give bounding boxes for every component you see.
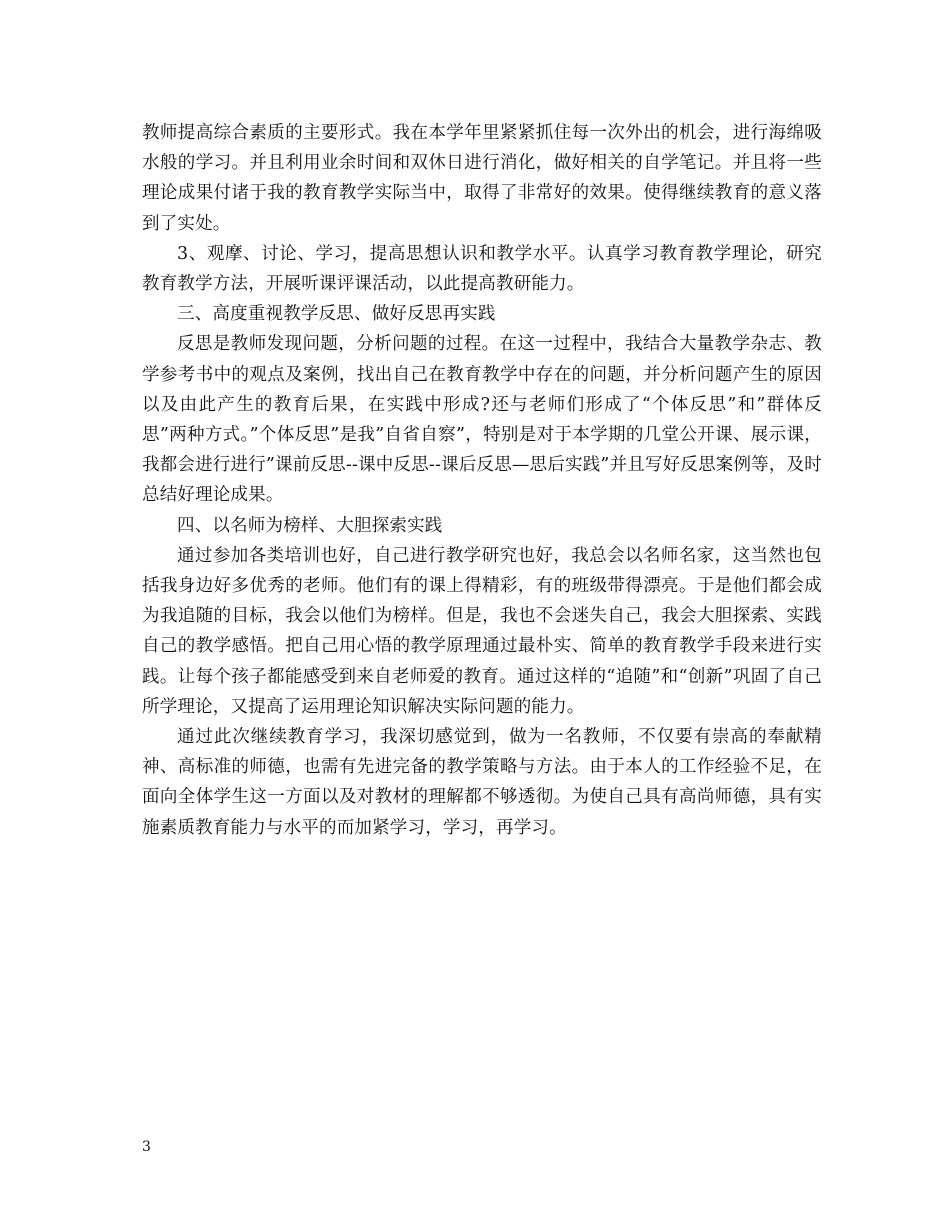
section-heading-role-models: 四、以名师为榜样、大胆探索实践 bbox=[177, 515, 443, 536]
paragraph-conclusion: 通过此次继续教育学习，我深切感觉到，做为一名教师，不仅要有崇高的奉献精神、高标准的师德，也需有先进完备的教学策略与方法。由于本人的工作经验不足，在面向全体学生这一方面以及对教材的理解都不够透彻。为使自己具有高尚师德，具有实施素质教育能力与水平的而加紧学习，学习，再学习。 bbox=[142, 727, 822, 838]
page-number: 3 bbox=[142, 1139, 151, 1155]
paragraph-observation-discussion: 3、观摩、讨论、学习，提高思想认识和教学水平。认真学习教育教学理论，研究教育教学方法，开展听课评课活动，以此提高教研能力。 bbox=[142, 243, 822, 295]
paragraph-continuation: 教师提高综合素质的主要形式。我在本学年里紧紧抓住每一次外出的机会，进行海绵吸水般的学习。并且利用业余时间和双休日进行消化，做好相关的自学笔记。并且将一些理论成果付诸于我的教育教学实际当中，取得了非常好的效果。使得继续教育的意义落到了实处。 bbox=[142, 123, 822, 234]
document-body bbox=[142, 118, 822, 843]
paragraph-reflection: 反思是教师发现问题，分析问题的过程。在这一过程中，我结合大量教学杂志、教学参考书中的观点及案例，找出自己在教育教学中存在的问题，并分析问题产生的原因以及由此产生的教育后果，在实践中形成?还与老师们形成了“个体反思”和”群体反思”两种方式。”个体反思”是我”自省自察”，特别是对于本学期的几堂公开课、展示课，我都会进行进行”课前反思--课中反思--课后反思—思后实践”并且写好反思案例等，及时总结好理论成果。 bbox=[142, 334, 822, 506]
paragraph-role-models: 通过参加各类培训也好，自己进行教学研究也好，我总会以名师名家，这当然也包括我身边好多优秀的老师。他们有的课上得精彩，有的班级带得漂亮。于是他们都会成为我追随的目标，我会以他们为榜样。但是，我也不会迷失自己，我会大胆探索、实践自己的教学感悟。把自己用心悟的教学原理通过最朴实、简单的教育教学手段来进行实践。让每个孩子都能感受到来自老师爱的教育。通过这样的“追随”和“创新”巩固了自己所学理论，又提高了运用理论知识解决实际问题的能力。 bbox=[142, 545, 822, 717]
section-heading-reflection: 三、高度重视教学反思、做好反思再实践 bbox=[177, 304, 496, 325]
